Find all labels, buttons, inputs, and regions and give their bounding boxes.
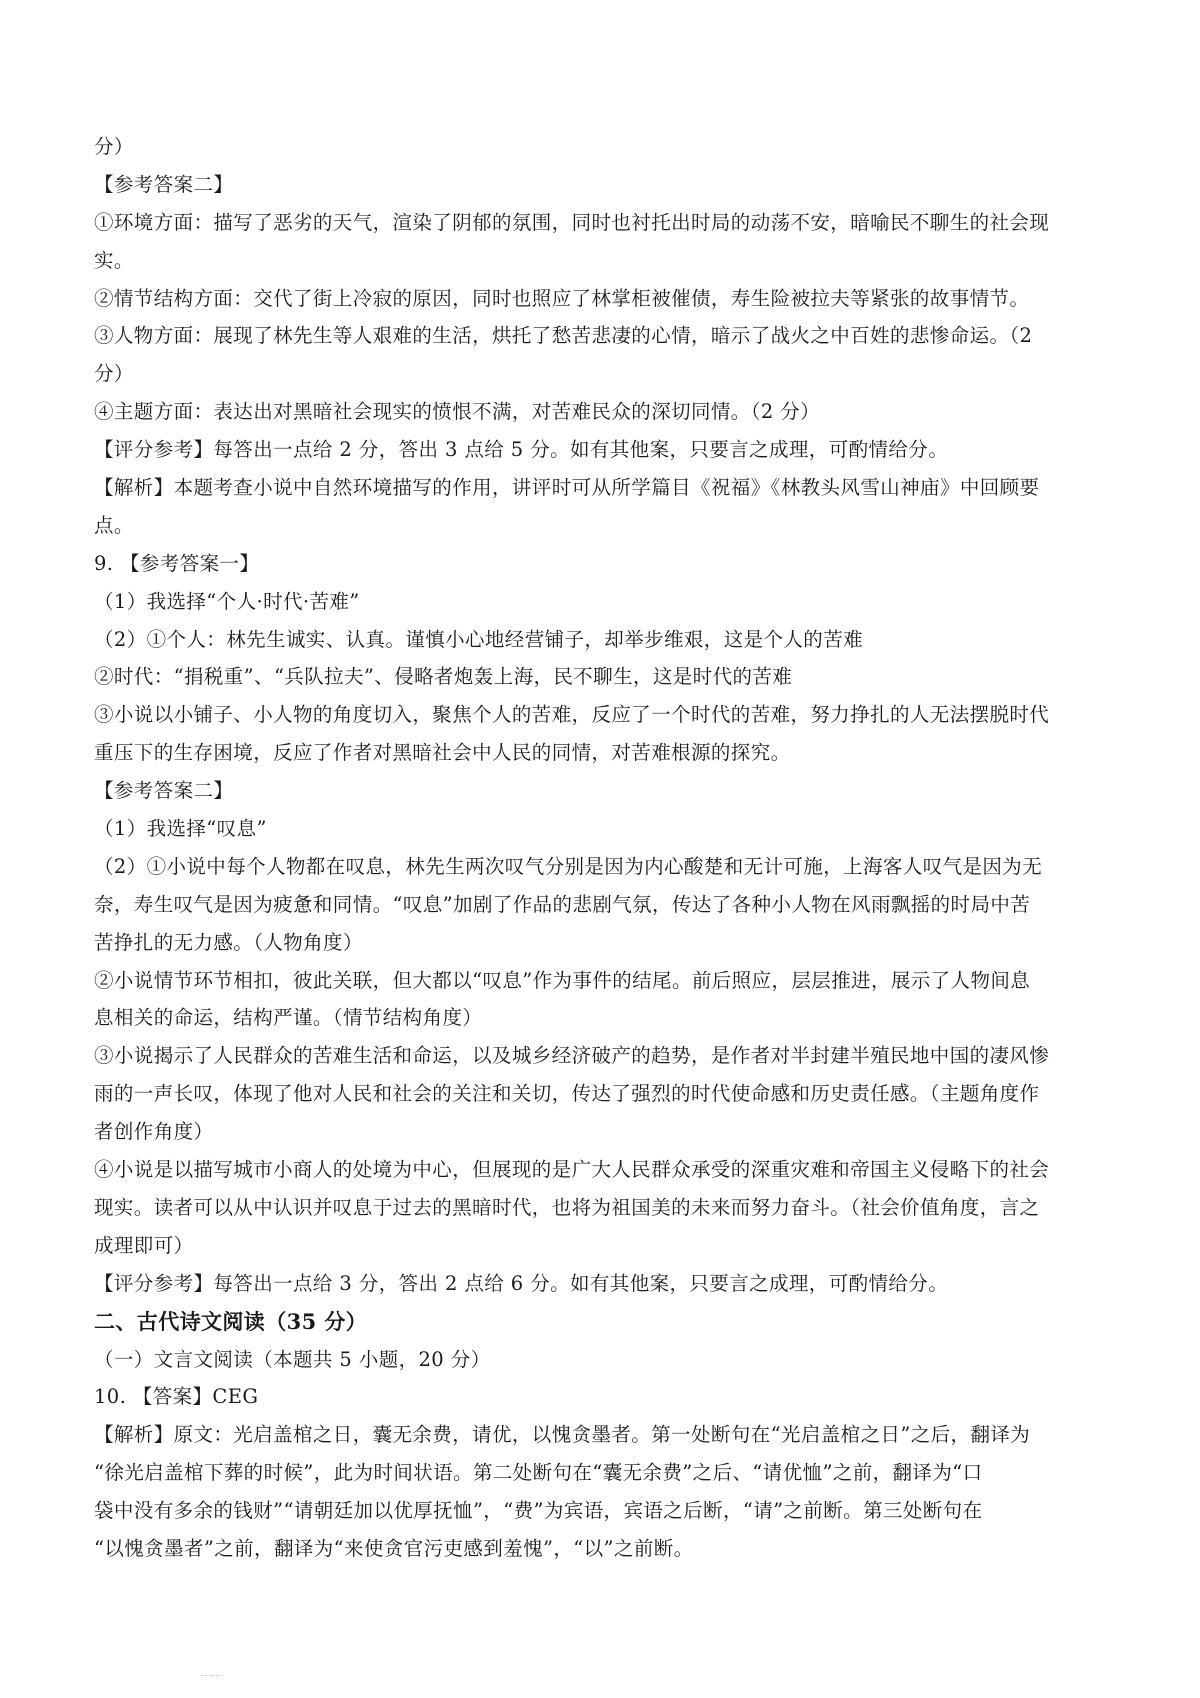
text-line: 【解析】本题考查小说中自然环境描写的作用，讲评时可从所学篇目《祝福》《林教头风雪山神庙》中回顾要 <box>94 476 1040 500</box>
text-line: （2）①小说中每个人物都在叹息，林先生两次叹气分别是因为内心酸楚和无计可施，上海客人叹气是因为无 <box>94 854 1043 878</box>
text-line: ②时代：“捐税重”、“兵队拉夫”、侵略者炮轰上海，民不聊生，这是时代的苦难 <box>94 665 793 689</box>
text-line: ④小说是以描写城市小商人的处境为中心，但展现的是广大人民群众承受的深重灾难和帝国主义侵略下的社会 <box>94 1158 1050 1182</box>
text-line: 袋中没有多余的钱财”“请朝廷加以优厚抚恤”，“费”为宾语，宾语之后断，“请”之前断。第三处断句在 <box>94 1499 983 1523</box>
text-line: 【参考答案二】 <box>94 779 234 803</box>
text-line: （1）我选择“个人·时代·苦难” <box>94 589 360 613</box>
text-line: 【参考答案二】 <box>94 172 234 196</box>
text-line: （一）文言文阅读（本题共 5 小题，20 分） <box>94 1347 491 1371</box>
section-heading: 二、古代诗文阅读（35 分） <box>94 1308 368 1334</box>
text-line: 重压下的生存困境，反应了作者对黑暗社会中人民的同情，对苦难根源的探究。 <box>94 741 791 765</box>
text-line: 分） <box>94 362 134 386</box>
text-line: ②小说情节环节相扣，彼此关联，但大都以“叹息”作为事件的结尾。前后照应，层层推进，展示了人物间息 <box>94 968 1031 992</box>
text-line: 分） <box>94 135 134 158</box>
text-line: “徐光启盖棺下葬的时候”，此为时间状语。第二处断句在“囊无余费”之后、“请优恤”之前，翻译为“口 <box>94 1461 983 1485</box>
answer-text <box>94 128 1114 1568</box>
text-line: ①环境方面：描写了恶劣的天气，渲染了阴郁的氛围，同时也衬托出时局的动荡不安，暗喻民不聊生的社会现 <box>94 210 1050 234</box>
text-line: 现实。读者可以从中认识并叹息于过去的黑暗时代，也将为祖国美的未来而努力奋斗。（社会价值角度，言之 <box>94 1195 1040 1219</box>
footer-mark: ......... <box>200 1669 223 1678</box>
text-line: 奈，寿生叹气是因为疲惫和同情。“叹息”加剧了作品的悲剧气氛，传达了各种小人物在风雨飘摇的时局中苦 <box>94 892 1031 916</box>
text-line: 息相关的命运，结构严谨。（情节结构角度） <box>94 1006 483 1030</box>
text-line: 【解析】原文：光启盖棺之日，囊无余费，请优，以愧贪墨者。第一处断句在“光启盖棺之日”之后，翻译为 <box>94 1423 1031 1447</box>
text-line: 【评分参考】每答出一点给 2 分，答出 3 点给 5 分。如有其他案，只要言之成理，可酌情给分。 <box>94 438 949 462</box>
text-line: 者创作角度） <box>94 1120 214 1144</box>
text-line: ④主题方面：表达出对黑暗社会现实的愤恨不满，对苦难民众的深切同情。（2 分） <box>94 400 821 424</box>
text-line: ③人物方面：展现了林先生等人艰难的生活，烘托了愁苦悲凄的心情，暗示了战火之中百姓的悲惨命运。（2 <box>94 324 1033 348</box>
text-line: 成理即可） <box>94 1233 194 1257</box>
text-line: 点。 <box>94 513 134 537</box>
text-line: 雨的一声长叹，体现了他对人民和社会的关注和关切，传达了强烈的时代使命感和历史责任感。（主题角度作 <box>94 1082 1040 1106</box>
text-line: 10. 【答案】CEG <box>94 1385 259 1409</box>
text-line: 9. 【参考答案一】 <box>94 551 260 575</box>
text-line: “以愧贪墨者”之前，翻译为“来使贪官污吏感到羞愧”，“以”之前断。 <box>94 1536 694 1560</box>
text-line: ②情节结构方面：交代了街上冷寂的原因，同时也照应了林掌柜被催债，寿生险被拉夫等紧张的故事情节。 <box>94 286 1030 310</box>
text-line: 实。 <box>94 248 134 272</box>
text-line: 【评分参考】每答出一点给 3 分，答出 2 点给 6 分。如有其他案，只要言之成理，可酌情给分。 <box>94 1271 949 1295</box>
text-line: ③小说以小铺子、小人物的角度切入，聚焦个人的苦难，反应了一个时代的苦难，努力挣扎的人无法摆脱时代 <box>94 703 1050 727</box>
text-line: ③小说揭示了人民群众的苦难生活和命运，以及城乡经济破产的趋势，是作者对半封建半殖民地中国的凄风惨 <box>94 1044 1050 1068</box>
text-line: 苦挣扎的无力感。（人物角度） <box>94 930 363 954</box>
text-line: （2）①个人：林先生诚实、认真。谨慎小心地经营铺子，却举步维艰，这是个人的苦难 <box>94 627 864 651</box>
text-line: （1）我选择“叹息” <box>94 817 267 841</box>
